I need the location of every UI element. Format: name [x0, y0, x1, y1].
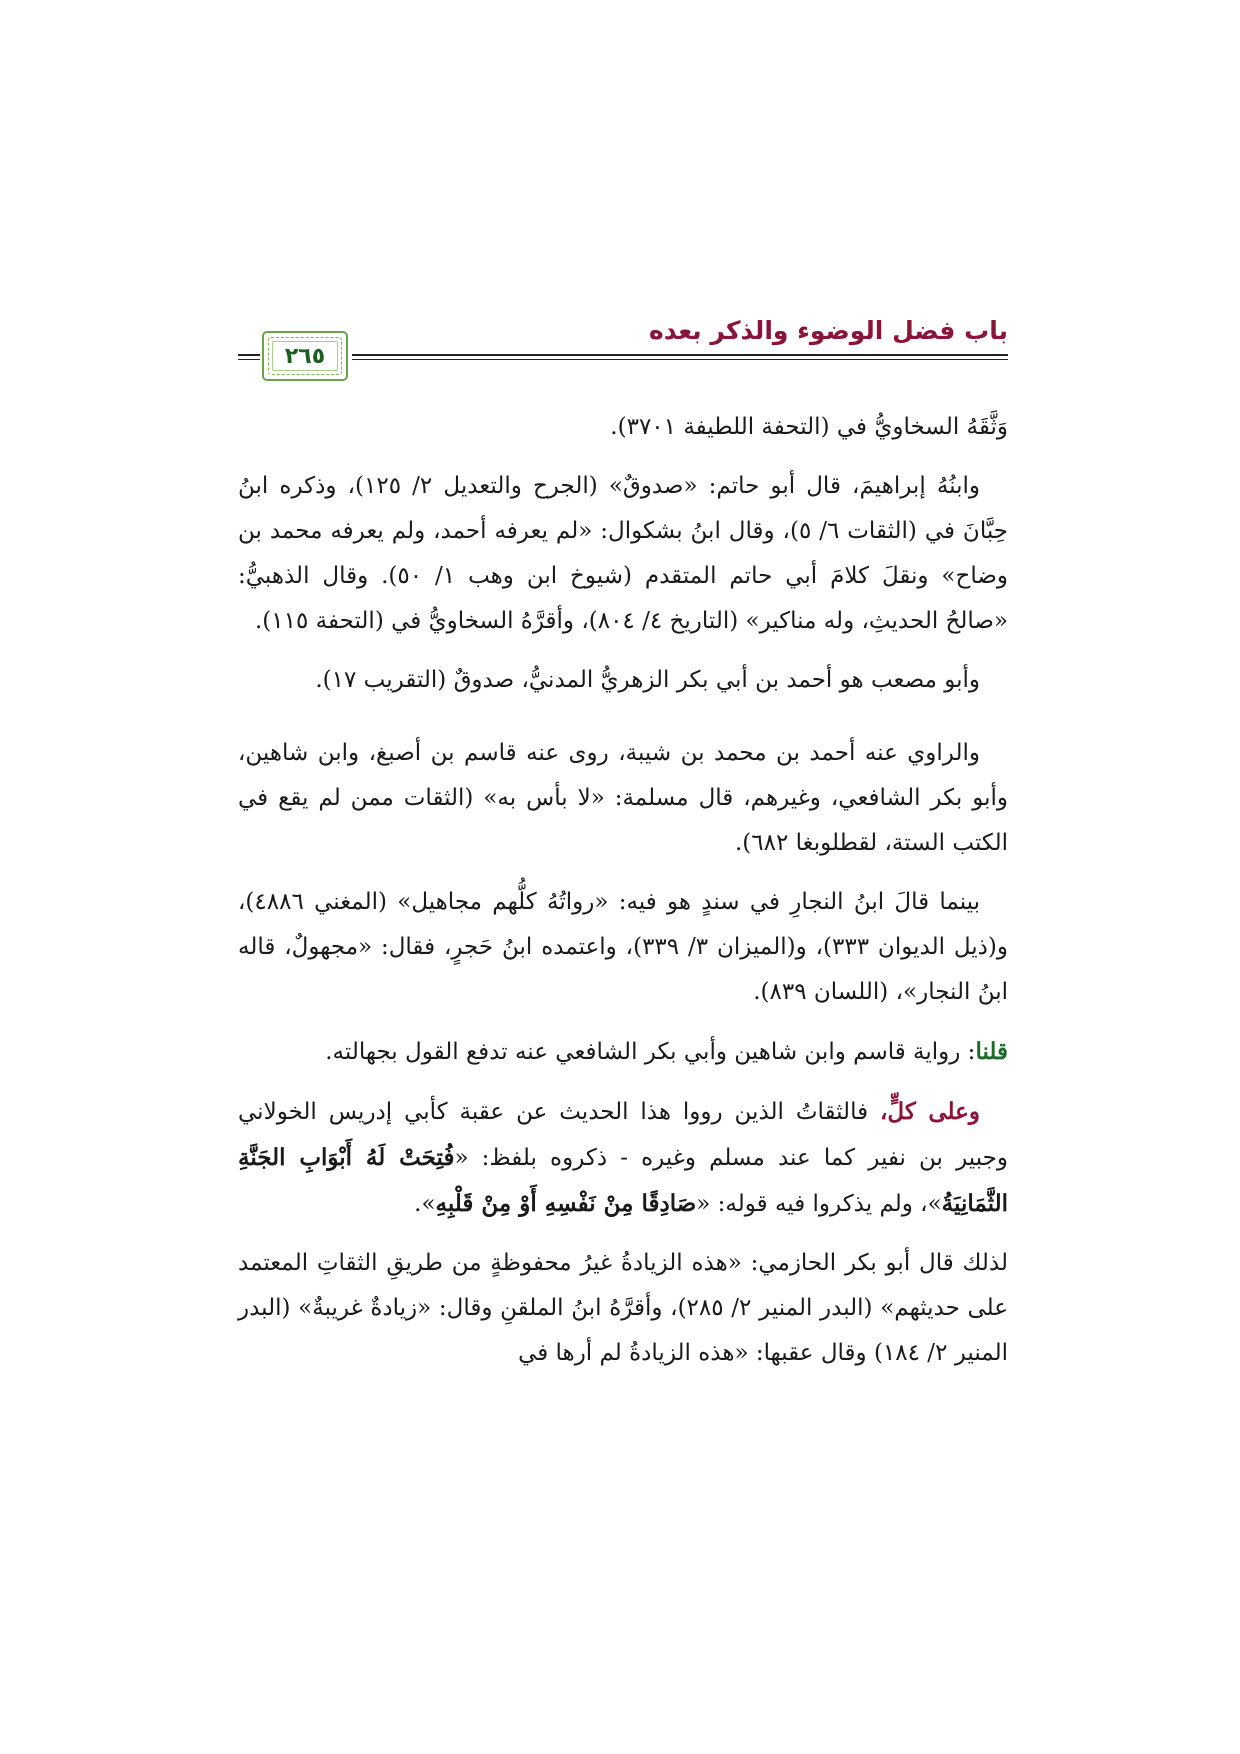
hadith-quote-b: صَادِقًا مِنْ نَفْسِهِ أَوْ مِنْ قَلْبِهِ [435, 1190, 697, 1217]
paragraph-6 [238, 1029, 1008, 1075]
hadith-quote-a: فُتِحَتْ لَهُ أَبْوَابِ الجَنَّةِ الثَّمَانِيَةُ [238, 1144, 1008, 1217]
paragraph-7 [238, 1089, 1008, 1227]
paragraph-4: والراوي عنه أحمد بن محمد بن شيبة، روى عنه قاسم بن أصبغ، وابن شاهين، وأبو بكر الشافعي، وغيرهم، قال مسلمة: «لا بأس به» (الثقات ممن لم يقع في الكتب الستة، لقطلوبغا ٦٨٢). [238, 740, 1008, 856]
paragraph-7-text-b: »، ولم يذكروا فيه قوله: « [696, 1191, 942, 1217]
page-header [238, 310, 1008, 390]
paragraph-6-text: : رواية قاسم وابن شاهين وأبي بكر الشافعي عنه تدفع القول بجهالته. [325, 1039, 976, 1065]
paragraph-7-text-a: فالثقاتُ الذين رووا هذا الحديث عن عقبة كأبي إدريس الخولاني وجبير بن نفير كما عند مسلم وغيره - ذكروه بلفظ: « [238, 1099, 1008, 1171]
header-rule-left [238, 354, 260, 360]
paragraph-2: وابنُهُ إبراهيمَ، قال أبو حاتم: «صدوقٌ» (الجرح والتعديل ٢/ ١٢٥)، وذكره ابنُ حِبَّانَ في (الثقات ٦/ ٥)، وقال ابنُ بشكوال: «لم يعرفه أحمد، ولم يعرفه محمد بن وضاح» ونقلَ كلامَ أبي حاتم المتقدم (شيوخ ابن وهب ١/ ٥٠). وقال الذهبيُّ: «صالحُ الحديثِ، وله مناكير» (التاريخ ٤/ ٨٠٤)، وأقرَّهُ السخاويُّ في (التحفة ١١٥). [238, 473, 1008, 634]
header-rule-right [352, 354, 1008, 360]
paragraph-5: بينما قالَ ابنُ النجارِ في سندٍ هو فيه: «رواتُهُ كلُّهم مجاهيل» (المغني ٤٨٨٦)، و(ذيل الديوان ٣٣٣)، و(الميزان ٣/ ٣٣٩)، واعتمده ابنُ حَجرٍ، فقال: «مجهولٌ، قاله ابنُ النجار»، (اللسان ٨٣٩). [238, 889, 1008, 1005]
body-text [238, 405, 1008, 1390]
paragraph-8: لذلك قال أبو بكر الحازمي: «هذه الزيادةُ غيرُ محفوظةٍ من طريقِ الثقاتِ المعتمد على حديثهم» (البدر المنير ٢/ ٢٨٥)، وأقرَّهُ ابنُ الملقنِ وقال: «زيادةٌ غريبةٌ» (البدر المنير ٢/ ١٨٤) وقال عقبها: «هذه الزيادةُ لم أرها في [238, 1250, 1009, 1366]
paragraph-1: وَثَّقَهُ السخاويُّ في (التحفة اللطيفة ٣٧٠١). [610, 414, 1008, 440]
page-number: ٢٦٥ [281, 344, 329, 369]
page-number-badge [262, 331, 348, 381]
chapter-title: باب فضل الوضوء والذكر بعده [649, 316, 1008, 345]
qulna-label: قلنا [975, 1038, 1008, 1065]
wa-ala-kull-label: وعلى كلٍّ، [879, 1098, 980, 1125]
paragraph-3: وأبو مصعب هو أحمد بن أبي بكر الزهريُّ المدنيُّ، صدوقٌ (التقريب ١٧). [315, 667, 980, 693]
paragraph-7-text-c: ». [414, 1191, 436, 1217]
